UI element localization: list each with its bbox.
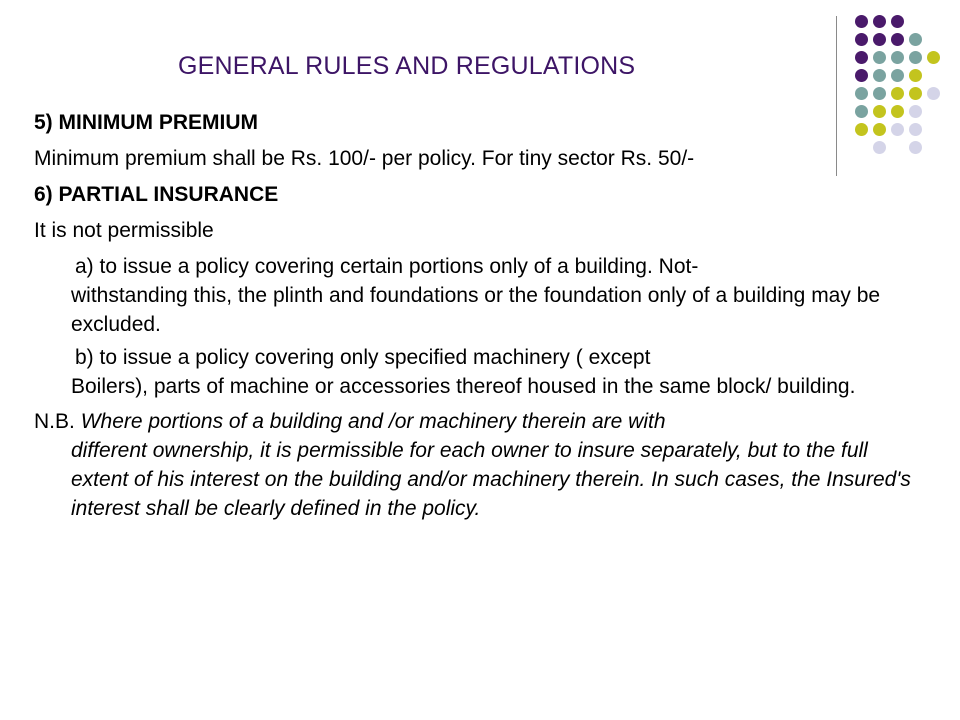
partial-insurance-heading: 6) PARTIAL INSURANCE xyxy=(34,183,279,206)
dot-icon xyxy=(855,51,868,64)
dot-icon xyxy=(891,51,904,64)
note-block xyxy=(34,407,924,523)
note-continuation: different ownership, it is permissible for each owner to insure separately, but to the full extent of his interest on the building and/or machinery therein. In such cases, the Insured's interest shall be clearly defined in the policy. xyxy=(71,439,911,520)
dot-icon xyxy=(873,51,886,64)
note-label: N.B. xyxy=(34,410,75,433)
dot-icon xyxy=(855,69,868,82)
dot-icon xyxy=(891,87,904,100)
dot-icon xyxy=(873,87,886,100)
dot-icon xyxy=(909,51,922,64)
dot-icon xyxy=(891,33,904,46)
dot-icon xyxy=(927,51,940,64)
dot-icon xyxy=(855,87,868,100)
list-item-b xyxy=(34,343,924,401)
list-item-a-continuation: withstanding this, the plinth and foundations or the foundation only of a building may be excluded. xyxy=(71,284,881,336)
slide-title: GENERAL RULES AND REGULATIONS xyxy=(178,52,636,80)
partial-insurance-intro: It is not permissible xyxy=(34,219,214,242)
dot-icon xyxy=(909,69,922,82)
min-premium-heading: 5) MINIMUM PREMIUM xyxy=(34,111,258,134)
dot-icon xyxy=(873,69,886,82)
slide-body xyxy=(34,108,924,523)
dot-icon xyxy=(891,15,904,28)
dot-icon xyxy=(909,87,922,100)
list-item-a-first-line: a) to issue a policy covering certain portions only of a building. Not- xyxy=(75,255,699,278)
list-item-a xyxy=(34,252,924,339)
note-first-line: Where portions of a building and /or machinery therein are with xyxy=(80,410,666,433)
dot-icon xyxy=(855,33,868,46)
dot-icon xyxy=(891,69,904,82)
min-premium-text: Minimum premium shall be Rs. 100/- per policy. For tiny sector Rs. 50/- xyxy=(34,147,695,170)
list-item-b-first-line: b) to issue a policy covering only specified machinery ( except xyxy=(75,346,651,369)
list-item-b-continuation: Boilers), parts of machine or accessories thereof housed in the same block/ building. xyxy=(71,375,856,398)
dot-icon xyxy=(909,33,922,46)
dot-icon xyxy=(855,15,868,28)
dot-icon xyxy=(873,33,886,46)
dot-icon xyxy=(927,87,940,100)
dot-icon xyxy=(873,15,886,28)
